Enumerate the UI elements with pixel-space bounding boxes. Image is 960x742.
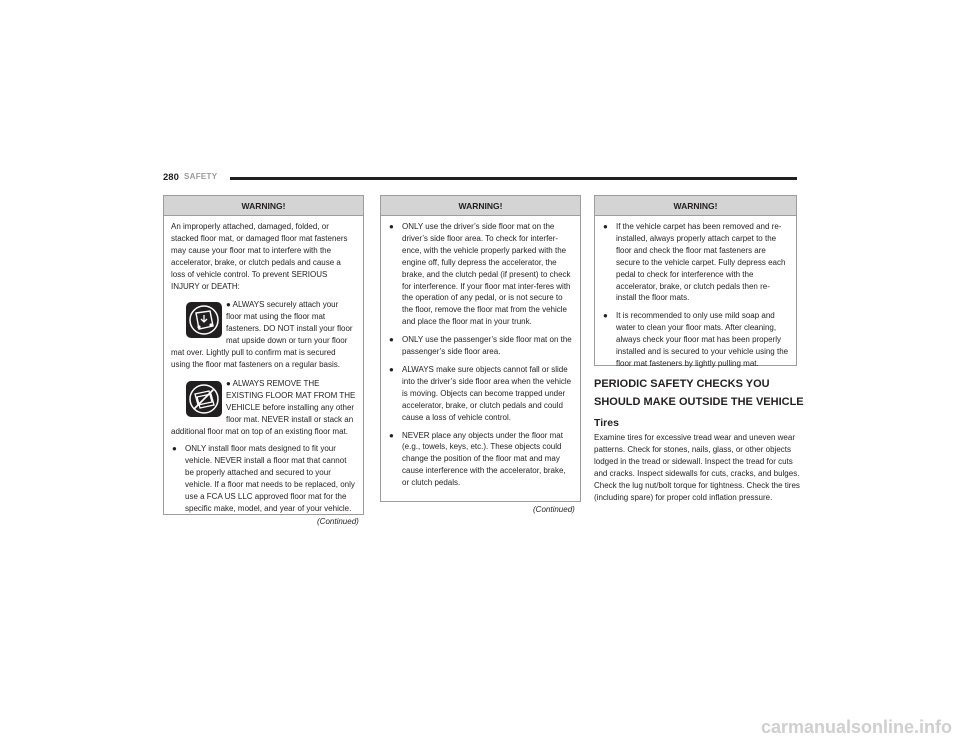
bullet-text: ONLY use the passenger’s side floor mat on the passenger’s side floor area. — [402, 335, 572, 357]
bullet-glyph: ● — [389, 430, 394, 440]
bullet-text: ONLY install floor mats designed to fit your vehicle. NEVER install a floor mat that cannot be properly attached and secured to your vehicle. If a floor mat needs to be replaced, only use a FCA US LLC approved floor mat for the specific make, model, and year of your vehicle. — [185, 444, 355, 513]
bullet-glyph: ● — [389, 335, 394, 345]
warning-bullet — [602, 221, 789, 304]
continued-note-2: (Continued) — [533, 505, 575, 514]
warning-bullet — [171, 443, 356, 514]
bullet-glyph: ● — [389, 222, 394, 231]
warning-bullet — [388, 364, 573, 424]
warning-box-1 — [163, 195, 364, 515]
floor-mat-attach-icon — [186, 302, 222, 338]
warning-title: WARNING! — [595, 196, 796, 216]
warning-body — [595, 216, 796, 370]
warning-bullet — [388, 221, 573, 328]
header-rule — [230, 177, 797, 180]
bullet-glyph: ● — [172, 444, 177, 454]
icon-item-1: ● ALWAYS securely attach your floor mat using the floor mat fasteners. DO NOT install your floor mat upside down or turn your floor mat over. Lightly pull to confirm mat is secured using the floor mat fasteners on a regular basis. — [171, 300, 353, 369]
warning-bullet — [602, 310, 789, 370]
page-number: 280 — [163, 172, 179, 183]
warning-body — [164, 216, 363, 515]
bullet-glyph: ● — [389, 364, 394, 374]
warning-title: WARNING! — [381, 196, 580, 216]
bullet-glyph: ● — [603, 222, 608, 231]
section-heading: PERIODIC SAFETY CHECKS YOU SHOULD MAKE OUTSIDE THE VEHICLE — [594, 378, 804, 408]
warning-bullet — [388, 430, 573, 490]
bullet-glyph: ● — [603, 311, 608, 321]
page-header — [163, 172, 797, 186]
watermark: carmanualsonline.info — [760, 717, 952, 737]
tires-paragraph: Examine tires for excessive tread wear and uneven wear patterns. Check for stones, nails, glass, or other objects lodged in the tread or sidewall. Inspect the tread for cuts and cracks. Inspect sidewalls for cuts, cracks, and bulges. Check the lug nut/bolt torque for tightness. Check the tires (including spare) for proper cold inflation pressure. — [594, 433, 800, 503]
continued-note-1: (Continued) — [317, 517, 359, 526]
warning-intro: An improperly attached, damaged, folded, or stacked floor mat, or damaged floor mat fasteners may cause your floor mat to interfere with the accelerator, brake, or clutch pedals and cause a loss of vehicle control. To prevent SERIOUS INJURY or DEATH: — [171, 222, 348, 291]
bullet-text: ONLY use the driver’s side floor mat on the driver’s side floor area. To check for interfer-ence, with the vehicle properly parked with the engine off, fully depress the accelerator, the brake, and the clutch pedal (if present) to check for interference. If your floor mat inter-feres with the operation of any pedal, or is not secure to the floor, remove the floor mat from the vehicle and place the floor mat in your trunk. — [402, 222, 571, 327]
warning-box-2 — [380, 195, 581, 502]
sub-heading: Tires — [594, 417, 619, 429]
warning-body — [381, 216, 580, 489]
section-title: SAFETY — [184, 172, 218, 181]
icon-item-2: ● ALWAYS REMOVE THE EXISTING FLOOR MAT FROM THE VEHICLE before installing any other floor mat. NEVER install or stack an additional floor mat on top of an existing floor mat. — [171, 378, 356, 436]
floor-mat-stack-icon — [186, 381, 222, 417]
warning-box-3 — [594, 195, 797, 366]
bullet-text: It is recommended to only use mild soap and water to clean your floor mats. After cleaning, always check your floor mat has been properly installed and is secured to your vehicle using the floor mat fasteners by lightly pulling mat. — [616, 311, 789, 368]
bullet-text: ALWAYS make sure objects cannot fall or slide into the driver’s side floor area when the vehicle is moving. Objects can become trapped under accelerator, brake, or clutch pedals and could cause a loss of vehicle control. — [402, 364, 572, 422]
bullet-text: If the vehicle carpet has been removed and re-installed, always properly attach carpet to the floor and check the floor mat fasteners are secure to the vehicle carpet. Fully depress each pedal to check for interference with the accelerator, brake, or clutch pedals then re-install the floor mats. — [616, 222, 786, 303]
warning-bullet — [388, 334, 573, 358]
bullet-text: NEVER place any objects under the floor mat (e.g., towels, keys, etc.). These objects could change the position of the floor mat and may cause interference with the accelerator, brake, or clutch pedals. — [402, 430, 566, 488]
warning-title: WARNING! — [164, 196, 363, 216]
